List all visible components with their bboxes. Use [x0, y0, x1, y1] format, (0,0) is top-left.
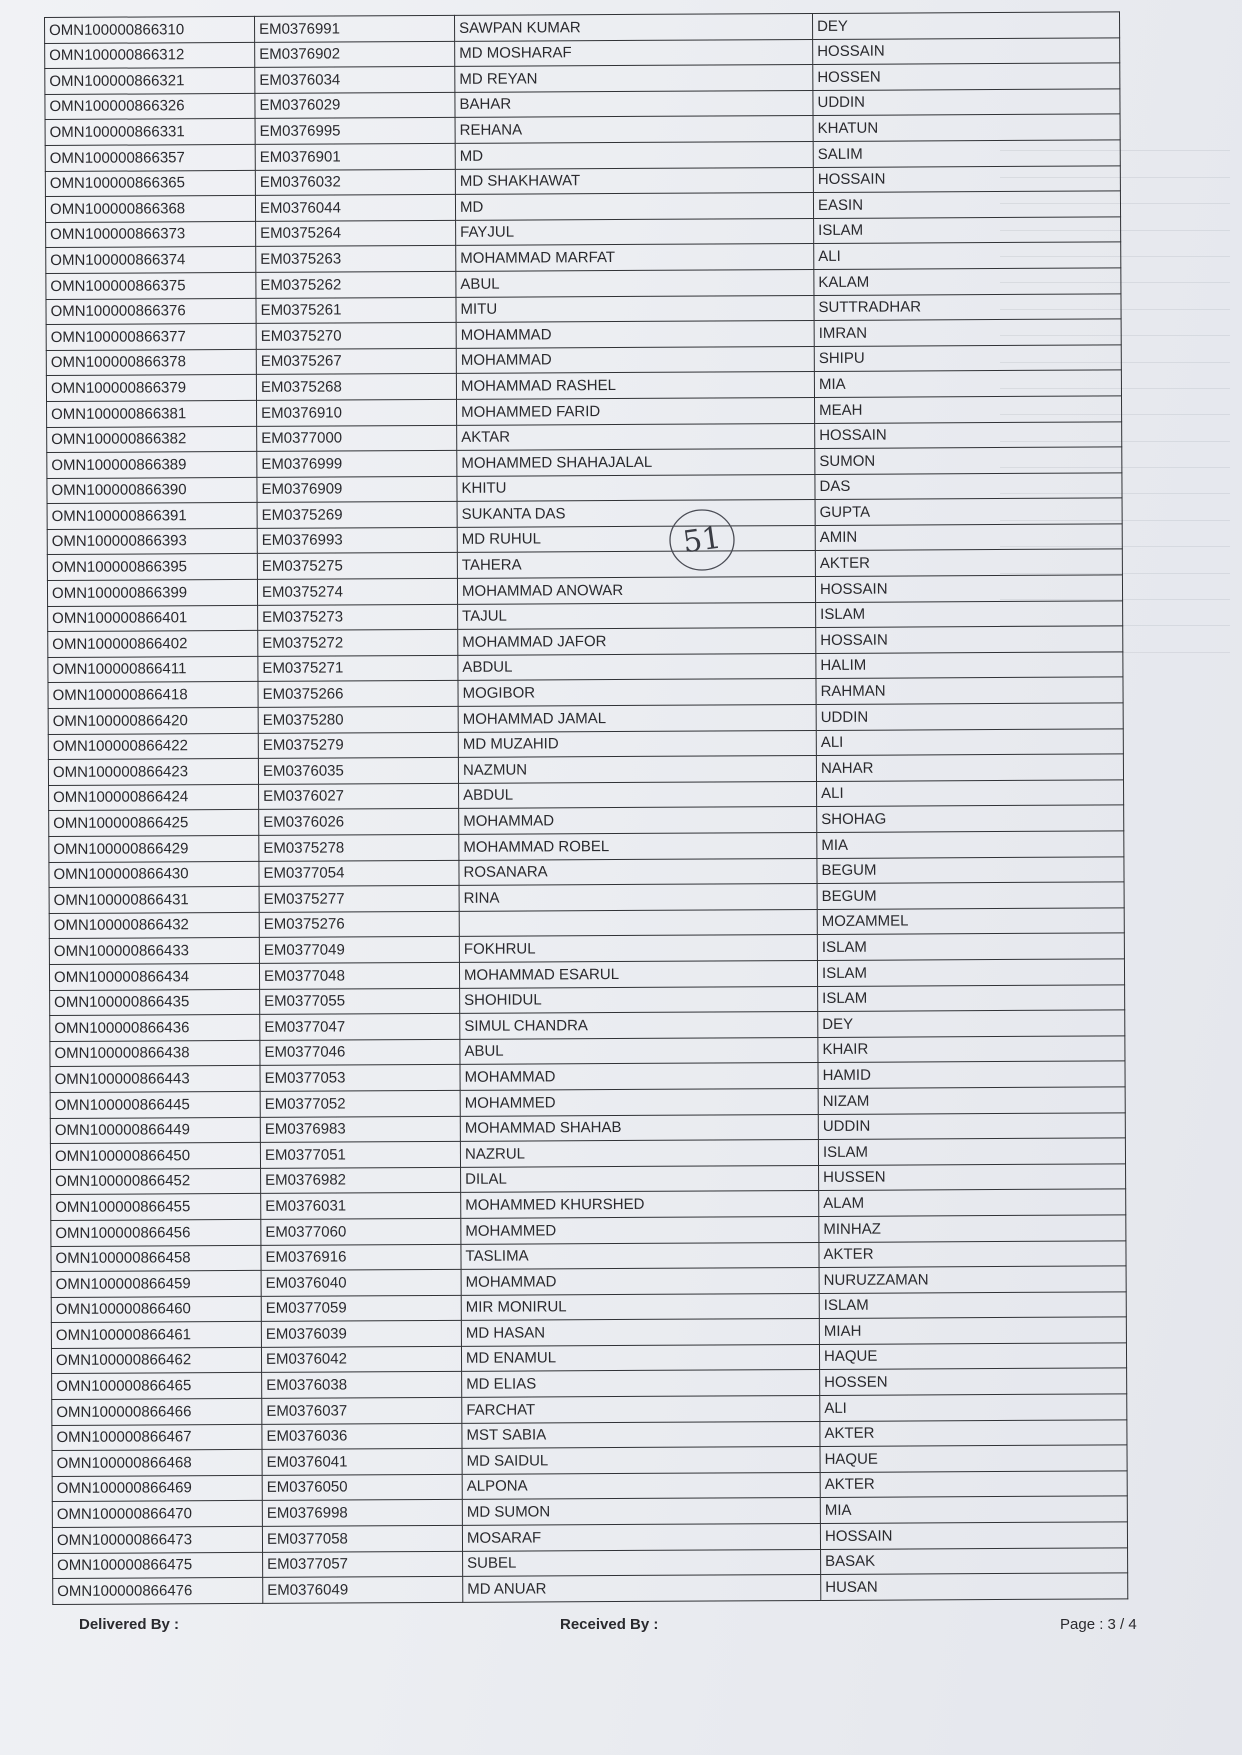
- member-id-cell: OMN100000866438: [50, 1040, 260, 1067]
- member-id-cell: OMN100000866321: [45, 68, 255, 95]
- last-name-cell: SHIPU: [814, 345, 1121, 372]
- member-id-cell: OMN100000866425: [49, 810, 259, 837]
- last-name-cell: DEY: [818, 1010, 1125, 1037]
- employee-id-cell: EM0377000: [257, 425, 457, 452]
- last-name-cell: DEY: [812, 12, 1119, 39]
- employee-id-cell: EM0376983: [260, 1116, 460, 1143]
- employee-id-cell: EM0377055: [260, 988, 460, 1015]
- member-id-cell: OMN100000866476: [53, 1578, 263, 1605]
- member-id-cell: OMN100000866432: [49, 912, 259, 939]
- member-id-cell: OMN100000866312: [45, 42, 255, 69]
- employee-id-cell: EM0376909: [257, 476, 457, 503]
- employee-id-cell: EM0375272: [258, 630, 458, 657]
- employee-id-cell: EM0375261: [256, 297, 456, 324]
- last-name-cell: ISLAM: [817, 959, 1124, 986]
- member-id-cell: OMN100000866378: [46, 349, 256, 376]
- last-name-cell: BASAK: [821, 1547, 1128, 1574]
- recipient-table: [44, 11, 1128, 1604]
- last-name-cell: UDDIN: [813, 89, 1120, 116]
- member-id-cell: OMN100000866430: [49, 861, 259, 888]
- member-id-cell: OMN100000866469: [52, 1475, 262, 1502]
- first-name-cell: MOHAMMED KHURSHED: [461, 1191, 819, 1218]
- last-name-cell: AMIN: [815, 524, 1122, 551]
- last-name-cell: NIZAM: [818, 1087, 1125, 1114]
- member-id-cell: OMN100000866445: [50, 1091, 260, 1118]
- last-name-cell: KHATUN: [813, 114, 1120, 141]
- member-id-cell: OMN100000866390: [47, 477, 257, 504]
- member-id-cell: OMN100000866420: [48, 707, 258, 734]
- last-name-cell: SUMON: [815, 447, 1122, 474]
- first-name-cell: [459, 909, 817, 936]
- first-name-cell: NAZRUL: [460, 1140, 818, 1167]
- employee-id-cell: EM0375266: [258, 681, 458, 708]
- member-id-cell: OMN100000866373: [46, 221, 256, 248]
- last-name-cell: HAQUE: [819, 1343, 1126, 1370]
- employee-id-cell: EM0376032: [255, 169, 455, 196]
- first-name-cell: ALPONA: [462, 1472, 820, 1499]
- member-id-cell: OMN100000866429: [49, 835, 259, 862]
- employee-id-cell: EM0375264: [256, 220, 456, 247]
- page-number: Page : 3 / 4: [1060, 1616, 1137, 1633]
- last-name-cell: MIA: [817, 831, 1124, 858]
- employee-id-cell: EM0375276: [259, 911, 459, 938]
- employee-id-cell: EM0376041: [262, 1449, 462, 1476]
- member-id-cell: OMN100000866389: [47, 451, 257, 478]
- table-row: [53, 1573, 1128, 1604]
- first-name-cell: MST SABIA: [462, 1421, 820, 1448]
- last-name-cell: HALIM: [816, 652, 1123, 679]
- last-name-cell: HOSSAIN: [815, 575, 1122, 602]
- first-name-cell: SIMUL CHANDRA: [460, 1012, 818, 1039]
- last-name-cell: HOSSEN: [813, 63, 1120, 90]
- last-name-cell: UDDIN: [818, 1112, 1125, 1139]
- first-name-cell: BAHAR: [455, 90, 813, 117]
- member-id-cell: OMN100000866455: [51, 1194, 261, 1221]
- employee-id-cell: EM0375269: [257, 502, 457, 529]
- last-name-cell: NURUZZAMAN: [819, 1266, 1126, 1293]
- member-id-cell: OMN100000866365: [45, 170, 255, 197]
- first-name-cell: MOHAMMED SHAHAJALAL: [457, 449, 815, 476]
- last-name-cell: MIA: [820, 1496, 1127, 1523]
- employee-id-cell: EM0376901: [255, 143, 455, 170]
- member-id-cell: OMN100000866424: [49, 784, 259, 811]
- member-id-cell: OMN100000866452: [51, 1168, 261, 1195]
- first-name-cell: MD MUZAHID: [458, 730, 816, 757]
- first-name-cell: MIR MONIRUL: [461, 1293, 819, 1320]
- first-name-cell: MOHAMMAD RASHEL: [456, 372, 814, 399]
- employee-id-cell: EM0377057: [263, 1551, 463, 1578]
- first-name-cell: MD REYAN: [455, 65, 813, 92]
- last-name-cell: HAMID: [818, 1061, 1125, 1088]
- member-id-cell: OMN100000866461: [51, 1322, 261, 1349]
- employee-id-cell: EM0376991: [254, 15, 454, 42]
- last-name-cell: AKTER: [819, 1240, 1126, 1267]
- member-id-cell: OMN100000866470: [52, 1501, 262, 1528]
- employee-id-cell: EM0375262: [256, 271, 456, 298]
- last-name-cell: ALI: [816, 728, 1123, 755]
- employee-id-cell: EM0377059: [261, 1295, 461, 1322]
- member-id-cell: OMN100000866458: [51, 1245, 261, 1272]
- member-id-cell: OMN100000866331: [45, 119, 255, 146]
- first-name-cell: TASLIMA: [461, 1242, 819, 1269]
- member-id-cell: OMN100000866449: [50, 1117, 260, 1144]
- first-name-cell: ABUL: [460, 1037, 818, 1064]
- employee-id-cell: EM0377053: [260, 1065, 460, 1092]
- last-name-cell: HOSSAIN: [815, 421, 1122, 448]
- last-name-cell: ISLAM: [816, 601, 1123, 628]
- first-name-cell: MD SHAKHAWAT: [455, 167, 813, 194]
- first-name-cell: SUBEL: [463, 1549, 821, 1576]
- employee-id-cell: EM0376910: [257, 399, 457, 426]
- last-name-cell: UDDIN: [816, 703, 1123, 730]
- member-id-cell: OMN100000866399: [47, 579, 257, 606]
- employee-id-cell: EM0376049: [263, 1577, 463, 1604]
- first-name-cell: REHANA: [455, 116, 813, 143]
- member-id-cell: OMN100000866382: [47, 426, 257, 453]
- first-name-cell: MOHAMMAD ESARUL: [459, 960, 817, 987]
- last-name-cell: NAHAR: [816, 754, 1123, 781]
- employee-id-cell: EM0377051: [260, 1141, 460, 1168]
- employee-id-cell: EM0377060: [261, 1218, 461, 1245]
- last-name-cell: HOSSEN: [820, 1368, 1127, 1395]
- first-name-cell: FAYJUL: [456, 218, 814, 245]
- last-name-cell: KHAIR: [818, 1036, 1125, 1063]
- first-name-cell: MOHAMMAD MARFAT: [456, 244, 814, 271]
- first-name-cell: MD: [455, 141, 813, 168]
- employee-id-cell: EM0375267: [256, 348, 456, 375]
- table-body: [45, 12, 1128, 1604]
- member-id-cell: OMN100000866326: [45, 93, 255, 120]
- first-name-cell: MD SUMON: [462, 1498, 820, 1525]
- member-id-cell: OMN100000866450: [50, 1143, 260, 1170]
- member-id-cell: OMN100000866393: [47, 528, 257, 555]
- employee-id-cell: EM0375274: [257, 578, 457, 605]
- employee-id-cell: EM0375277: [259, 886, 459, 913]
- first-name-cell: RINA: [459, 884, 817, 911]
- member-id-cell: OMN100000866460: [51, 1296, 261, 1323]
- member-id-cell: OMN100000866411: [48, 656, 258, 683]
- last-name-cell: HOSSAIN: [820, 1522, 1127, 1549]
- employee-id-cell: EM0375273: [258, 604, 458, 631]
- employee-id-cell: EM0376038: [262, 1372, 462, 1399]
- member-id-cell: OMN100000866375: [46, 272, 256, 299]
- first-name-cell: MD SAIDUL: [462, 1447, 820, 1474]
- last-name-cell: MEAH: [815, 396, 1122, 423]
- first-name-cell: MD ENAMUL: [461, 1344, 819, 1371]
- employee-id-cell: EM0376031: [261, 1193, 461, 1220]
- first-name-cell: MOHAMMAD SHAHAB: [460, 1114, 818, 1141]
- last-name-cell: ISLAM: [814, 217, 1121, 244]
- member-id-cell: OMN100000866402: [48, 631, 258, 658]
- employee-id-cell: EM0376916: [261, 1244, 461, 1271]
- member-id-cell: OMN100000866434: [49, 963, 259, 990]
- employee-id-cell: EM0375278: [259, 834, 459, 861]
- last-name-cell: ISLAM: [819, 1292, 1126, 1319]
- employee-id-cell: EM0376999: [257, 450, 457, 477]
- employee-id-cell: EM0375279: [258, 732, 458, 759]
- member-id-cell: OMN100000866423: [48, 759, 258, 786]
- first-name-cell: TAHERA: [457, 551, 815, 578]
- last-name-cell: BEGUM: [817, 882, 1124, 909]
- employee-id-cell: EM0375275: [257, 553, 457, 580]
- delivered-by-label: Delivered By :: [79, 1616, 180, 1633]
- first-name-cell: MD ELIAS: [462, 1370, 820, 1397]
- last-name-cell: HUSAN: [821, 1573, 1128, 1600]
- member-id-cell: OMN100000866462: [51, 1347, 261, 1374]
- employee-id-cell: EM0375271: [258, 655, 458, 682]
- first-name-cell: ABDUL: [459, 781, 817, 808]
- employee-id-cell: EM0376044: [255, 195, 455, 222]
- employee-id-cell: EM0376026: [259, 809, 459, 836]
- first-name-cell: MOHAMMED FARID: [457, 397, 815, 424]
- last-name-cell: AKTER: [815, 549, 1122, 576]
- first-name-cell: MD: [455, 193, 813, 220]
- first-name-cell: NAZMUN: [458, 756, 816, 783]
- first-name-cell: MOHAMMAD ROBEL: [459, 832, 817, 859]
- stamp-number: 51: [680, 520, 724, 561]
- member-id-cell: OMN100000866473: [52, 1526, 262, 1553]
- member-id-cell: OMN100000866431: [49, 887, 259, 914]
- first-name-cell: MOHAMMAD ANOWAR: [457, 577, 815, 604]
- member-id-cell: OMN100000866465: [52, 1373, 262, 1400]
- member-id-cell: OMN100000866368: [45, 196, 255, 223]
- employee-id-cell: EM0376037: [262, 1397, 462, 1424]
- first-name-cell: ABUL: [456, 269, 814, 296]
- last-name-cell: HUSSEN: [819, 1164, 1126, 1191]
- member-id-cell: OMN100000866381: [47, 400, 257, 427]
- member-id-cell: OMN100000866456: [51, 1219, 261, 1246]
- last-name-cell: RAHMAN: [816, 677, 1123, 704]
- employee-id-cell: EM0376039: [261, 1321, 461, 1348]
- first-name-cell: MD MOSHARAF: [455, 39, 813, 66]
- first-name-cell: MD HASAN: [461, 1319, 819, 1346]
- first-name-cell: TAJUL: [458, 602, 816, 629]
- member-id-cell: OMN100000866357: [45, 144, 255, 171]
- last-name-cell: ISLAM: [818, 1138, 1125, 1165]
- handwritten-stamp: [666, 506, 738, 574]
- last-name-cell: DAS: [815, 473, 1122, 500]
- employee-id-cell: EM0377054: [259, 860, 459, 887]
- employee-id-cell: EM0377048: [259, 962, 459, 989]
- first-name-cell: FARCHAT: [462, 1396, 820, 1423]
- last-name-cell: HAQUE: [820, 1445, 1127, 1472]
- last-name-cell: GUPTA: [815, 498, 1122, 525]
- last-name-cell: EASIN: [813, 191, 1120, 218]
- employee-id-cell: EM0376027: [259, 783, 459, 810]
- member-id-cell: OMN100000866374: [46, 247, 256, 274]
- first-name-cell: MOHAMMED: [461, 1216, 819, 1243]
- last-name-cell: BEGUM: [817, 856, 1124, 883]
- member-id-cell: OMN100000866433: [49, 938, 259, 965]
- last-name-cell: AKTER: [820, 1471, 1127, 1498]
- member-id-cell: OMN100000866475: [53, 1552, 263, 1579]
- first-name-cell: SUKANTA DAS: [457, 500, 815, 527]
- first-name-cell: MOHAMMAD: [461, 1268, 819, 1295]
- first-name-cell: MOHAMMAD: [456, 346, 814, 373]
- received-by-label: Received By :: [560, 1616, 659, 1633]
- first-name-cell: MOHAMMAD: [456, 321, 814, 348]
- last-name-cell: MIA: [814, 370, 1121, 397]
- last-name-cell: ALAM: [819, 1189, 1126, 1216]
- last-name-cell: HOSSAIN: [813, 165, 1120, 192]
- first-name-cell: SHOHIDUL: [460, 986, 818, 1013]
- first-name-cell: MOHAMMAD: [460, 1063, 818, 1090]
- first-name-cell: KHITU: [457, 474, 815, 501]
- first-name-cell: MOHAMMAD JAFOR: [458, 628, 816, 655]
- employee-id-cell: EM0377049: [259, 937, 459, 964]
- member-id-cell: OMN100000866377: [46, 324, 256, 351]
- employee-id-cell: EM0376042: [261, 1346, 461, 1373]
- member-id-cell: OMN100000866459: [51, 1270, 261, 1297]
- first-name-cell: SAWPAN KUMAR: [454, 13, 812, 40]
- member-id-cell: OMN100000866395: [47, 554, 257, 581]
- last-name-cell: ALI: [817, 780, 1124, 807]
- member-id-cell: OMN100000866310: [45, 16, 255, 43]
- employee-id-cell: EM0376050: [262, 1474, 462, 1501]
- employee-id-cell: EM0376998: [262, 1500, 462, 1527]
- member-id-cell: OMN100000866376: [46, 298, 256, 325]
- member-id-cell: OMN100000866436: [50, 1015, 260, 1042]
- employee-id-cell: EM0377046: [260, 1039, 460, 1066]
- employee-id-cell: EM0376029: [255, 92, 455, 119]
- member-id-cell: OMN100000866401: [48, 605, 258, 632]
- last-name-cell: AKTER: [820, 1420, 1127, 1447]
- last-name-cell: ISLAM: [817, 933, 1124, 960]
- last-name-cell: SHOHAG: [817, 805, 1124, 832]
- member-id-cell: OMN100000866391: [47, 503, 257, 530]
- last-name-cell: IMRAN: [814, 319, 1121, 346]
- employee-id-cell: EM0377052: [260, 1090, 460, 1117]
- first-name-cell: MOHAMMED: [460, 1088, 818, 1115]
- first-name-cell: DILAL: [461, 1165, 819, 1192]
- employee-id-cell: EM0376035: [258, 758, 458, 785]
- first-name-cell: MITU: [456, 295, 814, 322]
- first-name-cell: MOGIBOR: [458, 679, 816, 706]
- employee-id-cell: EM0376902: [255, 41, 455, 68]
- member-id-cell: OMN100000866422: [48, 733, 258, 760]
- first-name-cell: MD ANUAR: [463, 1575, 821, 1602]
- employee-id-cell: EM0376982: [261, 1167, 461, 1194]
- member-id-cell: OMN100000866468: [52, 1450, 262, 1477]
- first-name-cell: AKTAR: [457, 423, 815, 450]
- last-name-cell: MIAH: [819, 1317, 1126, 1344]
- last-name-cell: ISLAM: [818, 984, 1125, 1011]
- employee-id-cell: EM0376036: [262, 1423, 462, 1450]
- first-name-cell: ABDUL: [458, 653, 816, 680]
- last-name-cell: ALI: [814, 242, 1121, 269]
- employee-id-cell: EM0375263: [256, 246, 456, 273]
- first-name-cell: MD RUHUL: [457, 525, 815, 552]
- last-name-cell: MINHAZ: [819, 1215, 1126, 1242]
- last-name-cell: HOSSAIN: [816, 626, 1123, 653]
- employee-id-cell: EM0376034: [255, 67, 455, 94]
- last-name-cell: HOSSAIN: [813, 37, 1120, 64]
- last-name-cell: SUTTRADHAR: [814, 293, 1121, 320]
- employee-id-cell: EM0375268: [256, 374, 456, 401]
- member-id-cell: OMN100000866467: [52, 1424, 262, 1451]
- member-id-cell: OMN100000866418: [48, 682, 258, 709]
- employee-id-cell: EM0376040: [261, 1269, 461, 1296]
- member-id-cell: OMN100000866466: [52, 1398, 262, 1425]
- employee-id-cell: EM0376995: [255, 118, 455, 145]
- employee-id-cell: EM0376993: [257, 527, 457, 554]
- employee-id-cell: EM0377047: [260, 1013, 460, 1040]
- member-id-cell: OMN100000866443: [50, 1066, 260, 1093]
- first-name-cell: MOSARAF: [462, 1523, 820, 1550]
- member-id-cell: OMN100000866435: [50, 989, 260, 1016]
- last-name-cell: KALAM: [814, 268, 1121, 295]
- employee-id-cell: EM0375280: [258, 706, 458, 733]
- first-name-cell: MOHAMMAD JAMAL: [458, 704, 816, 731]
- first-name-cell: MOHAMMAD: [459, 807, 817, 834]
- last-name-cell: MOZAMMEL: [817, 908, 1124, 935]
- last-name-cell: ALI: [820, 1394, 1127, 1421]
- first-name-cell: FOKHRUL: [459, 935, 817, 962]
- first-name-cell: ROSANARA: [459, 858, 817, 885]
- employee-id-cell: EM0377058: [262, 1525, 462, 1552]
- last-name-cell: SALIM: [813, 140, 1120, 167]
- member-id-cell: OMN100000866379: [46, 375, 256, 402]
- employee-id-cell: EM0375270: [256, 322, 456, 349]
